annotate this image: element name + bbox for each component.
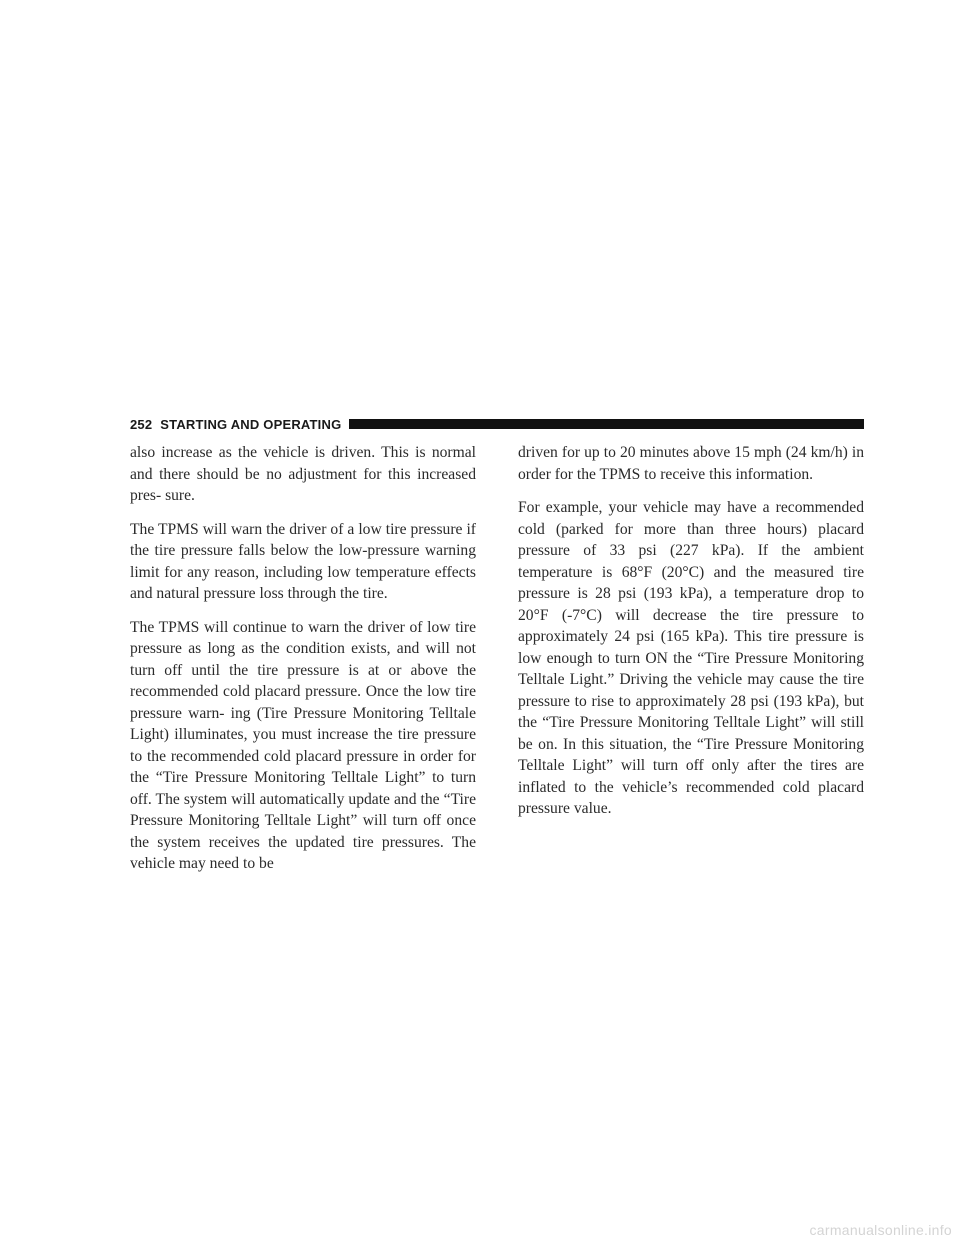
left-column	[130, 442, 476, 887]
page-number: 252	[130, 416, 153, 432]
section-title: STARTING AND OPERATING	[160, 416, 342, 432]
paragraph: The TPMS will continue to warn the driver of low tire pressure as long as the condition exists, and will not turn off until the tire pressure is at or above the recommended cold placard pressure. Once the low tire pressure warn- ing (Tire Pressure Monitoring Telltale Light) illuminates, you must increase the tire pressure to the recommended cold placard pressure in order for the “Tire Pressure Monitoring Telltale Light” to turn off. The system will automatically update and the “Tire Pressure Monitoring Telltale Light” will turn off once the system receives the updated tire pressures. The vehicle may need to be	[130, 618, 476, 872]
body-columns	[130, 442, 864, 887]
watermark: carmanualsonline.info	[809, 1222, 952, 1238]
paragraph: For example, your vehicle may have a recommended cold (parked for more than three hours) placard pressure of 33 psi (227 kPa). If the ambient temperature is 68°F (20°C) and the measured tire pressure is 28 psi (193 kPa), a temperature drop to 20°F (-7°C) will decrease the tire pressure to approximately 24 psi (165 kPa). This tire pressure is low enough to turn ON the “Tire Pressure Monitoring Telltale Light.” Driving the vehicle may cause the tire pressure to rise to approximately 28 psi (193 kPa), but the “Tire Pressure Monitoring Telltale Light” will still be on. In this situation, the “Tire Pressure Monitoring Telltale Light” will turn off only after the tires are inflated to the vehicle’s recommended cold placard pressure value.	[518, 499, 864, 817]
header-rule	[349, 419, 864, 429]
right-column	[518, 442, 864, 887]
paragraph: also increase as the vehicle is driven. This is normal and there should be no adjustment for this increased pres- sure.	[130, 444, 476, 504]
paragraph: The TPMS will warn the driver of a low tire pressure if the tire pressure falls below the low-pressure warning limit for any reason, including low temperature effects and natural pressure loss through the tire.	[130, 520, 476, 602]
page-header	[130, 416, 864, 432]
paragraph: driven for up to 20 minutes above 15 mph (24 km/h) in order for the TPMS to receive this information.	[518, 444, 864, 483]
